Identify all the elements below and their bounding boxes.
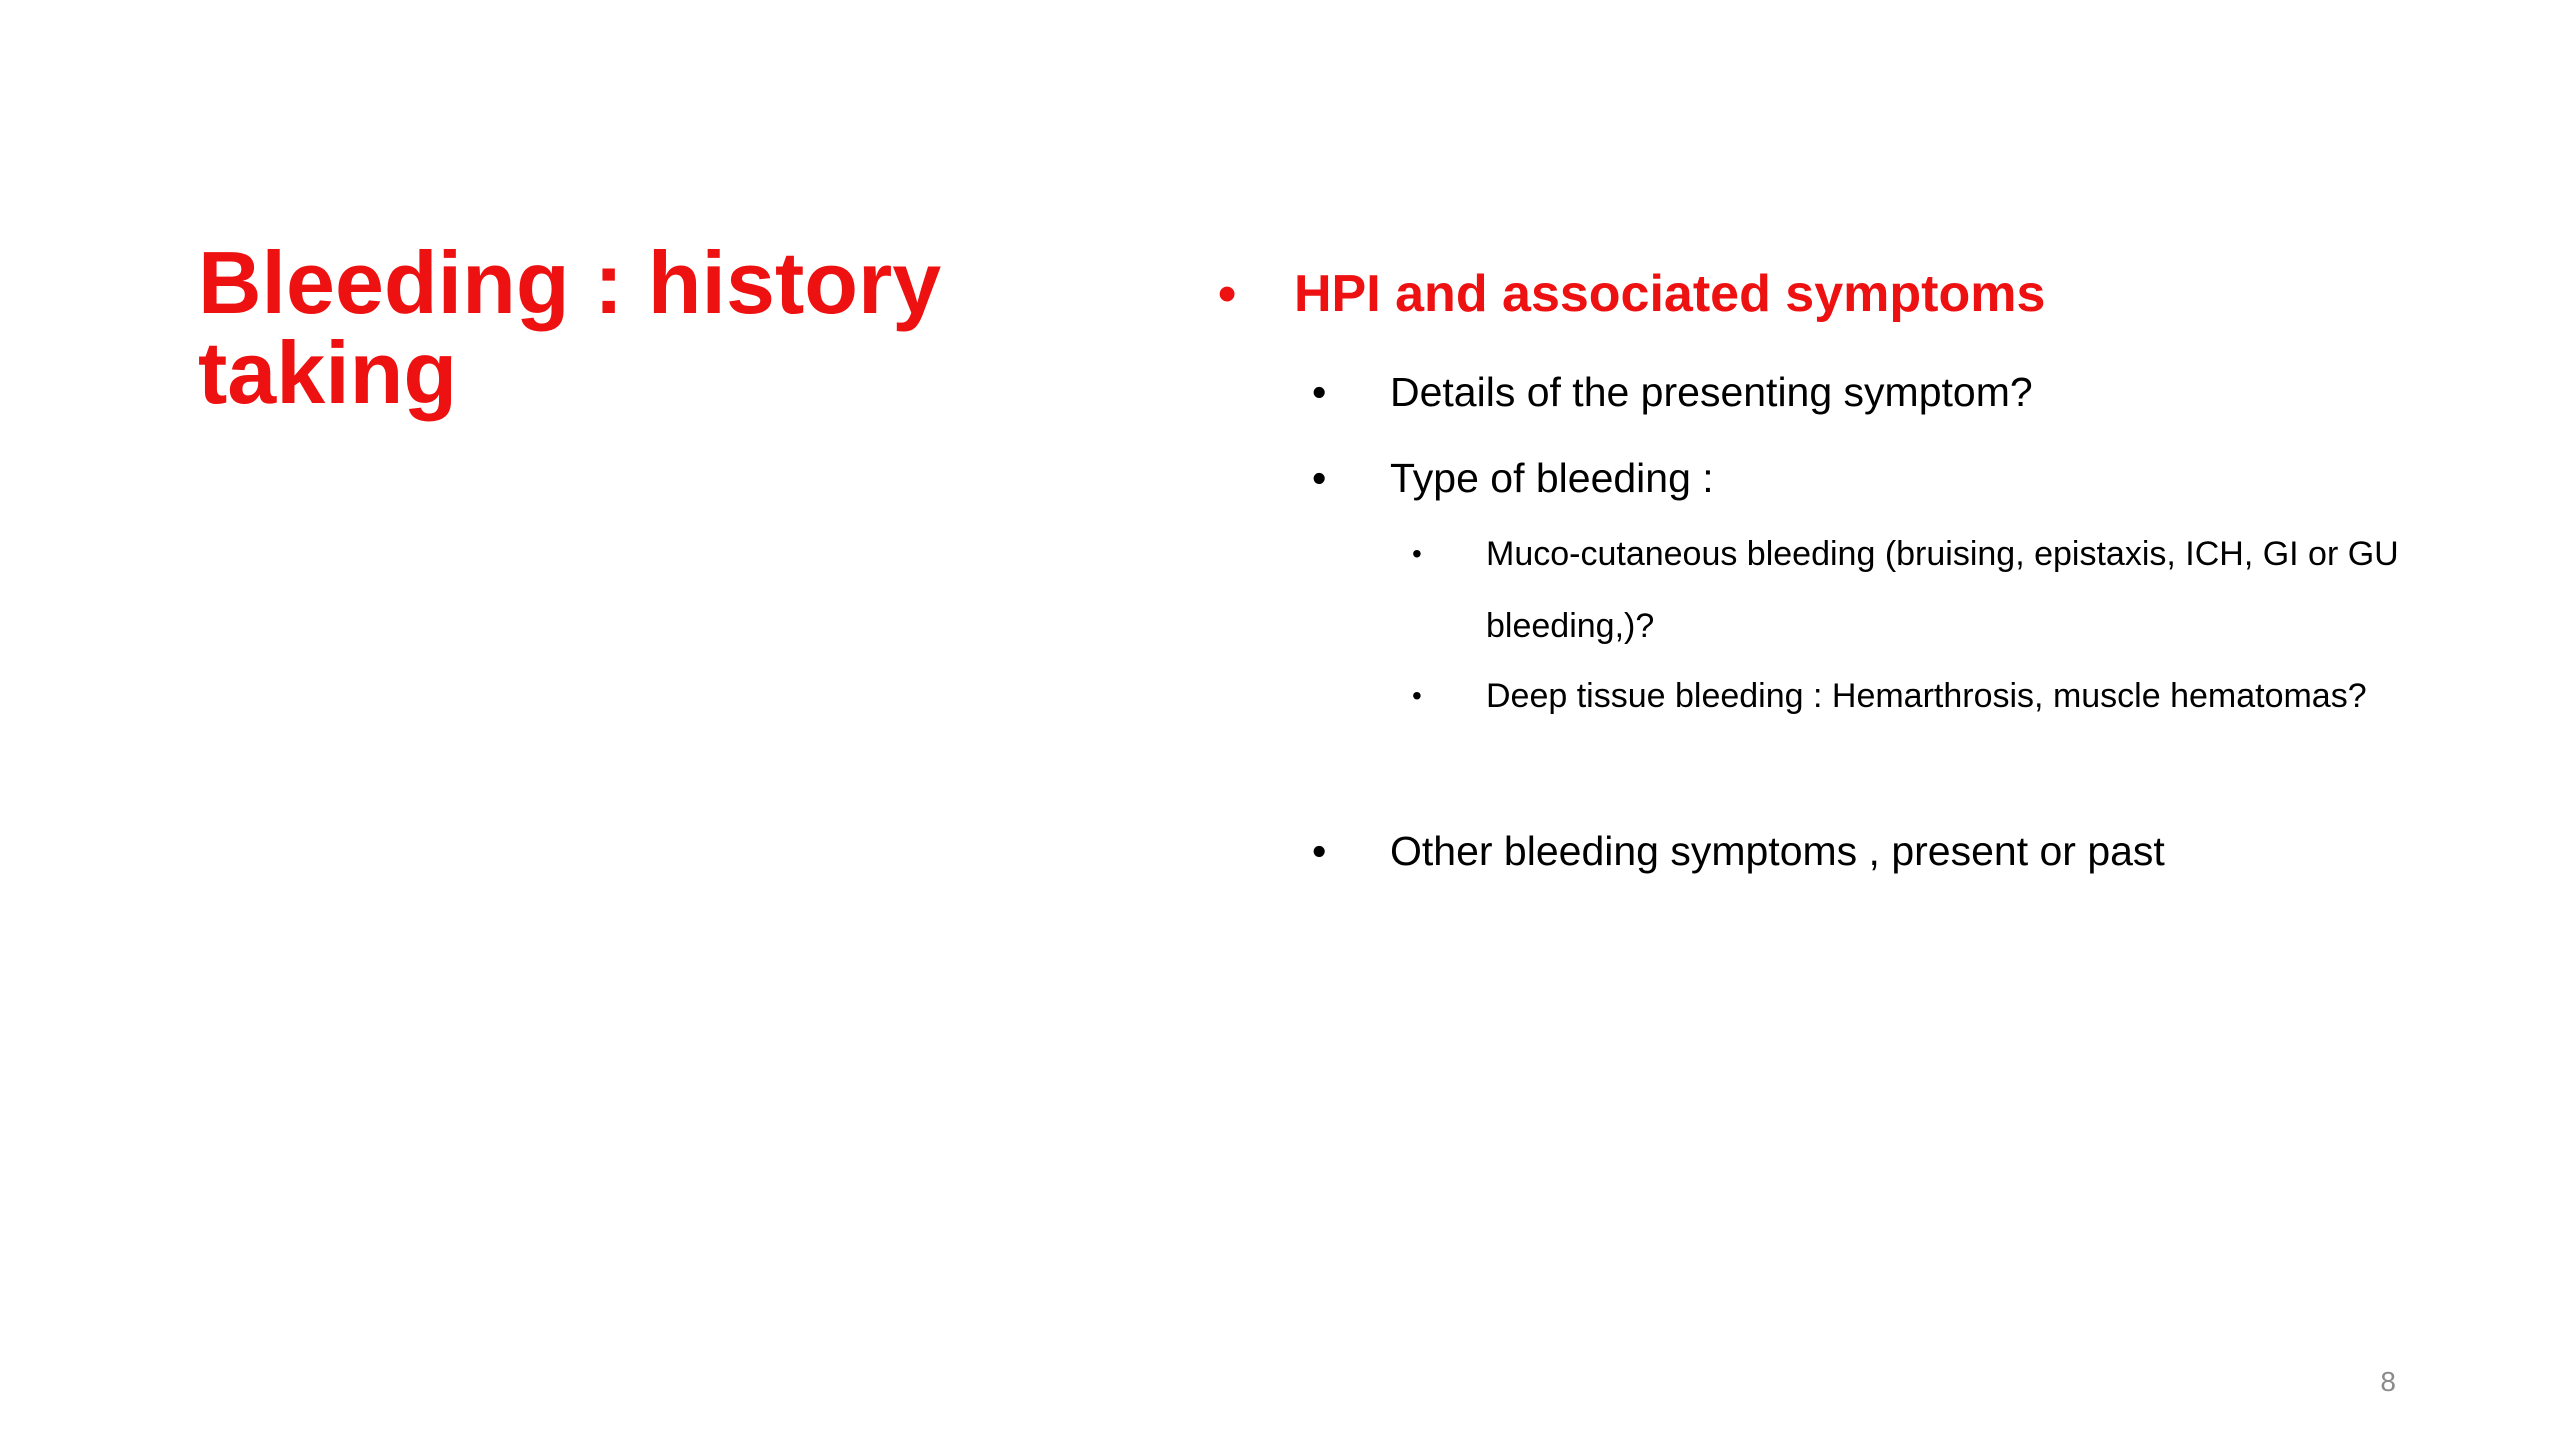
bullet-marker: • [1312,369,1327,415]
bullet-text: HPI and associated symptoms [1294,265,2046,323]
bullet-marker: • [1312,828,1327,874]
bullet-text: Deep tissue bleeding : Hemarthrosis, muscle hematomas? [1486,677,2367,715]
bullet-text: Muco-cutaneous bleeding (bruising, epistaxis, ICH, GI or GU bleeding,)? [1486,535,2399,645]
bullet-text: Type of bleeding : [1390,455,1714,501]
bullet-text: Details of the presenting symptom? [1390,369,2033,415]
bullet-marker: • [1218,265,1237,323]
bullet-marker: • [1412,538,1422,569]
page-number: 8 [2380,1366,2396,1397]
bullet-marker: • [1412,680,1422,711]
bullet-text: Other bleeding symptoms , present or past [1390,828,2165,874]
slide-title: Bleeding : history taking [198,233,942,422]
bullet-marker: • [1312,455,1327,501]
